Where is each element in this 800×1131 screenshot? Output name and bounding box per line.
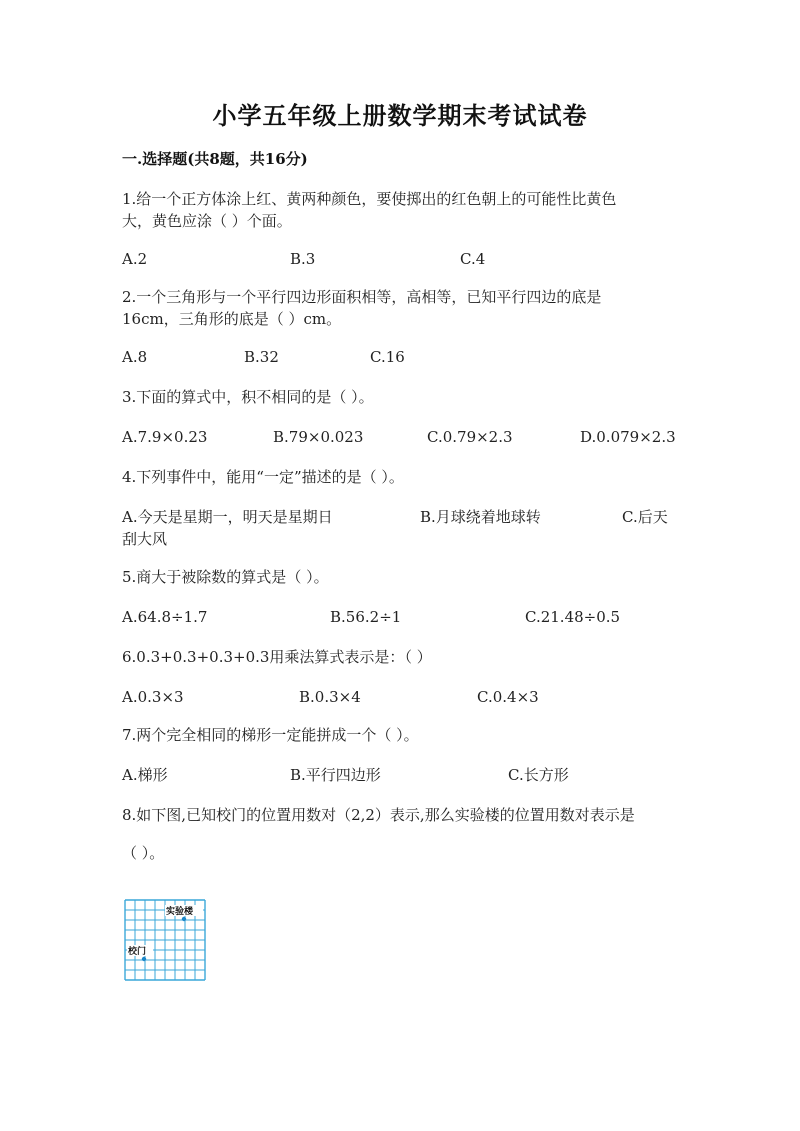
question-6-line-1: 6.0.3+0.3+0.3+0.3用乘法算式表示是：（ ） [122,648,432,666]
question-6-option-b: B.0.3×4 [299,688,361,706]
position-grid-figure [124,899,206,981]
question-3-line-1: 3.下面的算式中，积不相同的是（ ）。 [122,388,374,406]
question-4-option-c-wrap: 刮大风 [122,530,168,548]
question-1-line-2: 大，黄色应涂（ ）个面。 [122,212,292,230]
question-7-option-b: B.平行四边形 [290,766,381,784]
question-7-option-c: C.长方形 [508,766,569,784]
question-4-option-b: B.月球绕着地球转 [420,508,541,526]
gate-point [142,957,146,961]
question-2-line-1: 2.一个三角形与一个平行四边形面积相等，高相等，已知平行四边的底是 [122,288,602,306]
lab-label: 实验楼 [166,907,194,917]
question-8-line-2: （ ）。 [122,844,165,862]
question-6-option-c: C.0.4×3 [477,688,539,706]
question-5-option-a: A.64.8÷1.7 [122,608,208,626]
question-2-line-2: 16cm，三角形的底是（ ）cm。 [122,310,342,328]
gate-label: 校门 [128,947,147,957]
question-1-option-a: A.2 [122,250,148,268]
question-5-option-c: C.21.48÷0.5 [525,608,621,626]
question-3-option-b: B.79×0.023 [273,428,364,446]
question-7-option-a: A.梯形 [122,766,168,784]
section-heading: 一.选择题(共8题，共16分) [122,150,308,168]
question-3-option-c: C.0.79×2.3 [427,428,513,446]
page-title: 小学五年级上册数学期末考试试卷 [212,101,588,130]
question-3-option-d: D.0.079×2.3 [580,428,676,446]
question-4-line-1: 4.下列事件中，能用“一定”描述的是（ ）。 [122,468,404,486]
lab-point [182,917,186,921]
question-2-option-a: A.8 [122,348,148,366]
question-1-option-b: B.3 [290,250,316,268]
question-4-option-c: C.后天 [622,508,668,526]
question-2-option-b: B.32 [244,348,279,366]
question-7-line-1: 7.两个完全相同的梯形一定能拼成一个（ ）。 [122,726,419,744]
question-5-line-1: 5.商大于被除数的算式是（ ）。 [122,568,329,586]
question-2-option-c: C.16 [370,348,405,366]
question-1-line-1: 1.给一个正方体涂上红、黄两种颜色，要使掷出的红色朝上的可能性比黄色 [122,190,617,208]
question-3-option-a: A.7.9×0.23 [122,428,208,446]
question-5-option-b: B.56.2÷1 [330,608,402,626]
question-4-option-a: A.今天是星期一，明天是星期日 [122,508,333,526]
question-1-option-c: C.4 [460,250,486,268]
position-grid [124,899,206,981]
question-8-line-1: 8.如下图,已知校门的位置用数对（2,2）表示,那么实验楼的位置用数对表示是 [122,806,635,824]
question-6-option-a: A.0.3×3 [122,688,184,706]
